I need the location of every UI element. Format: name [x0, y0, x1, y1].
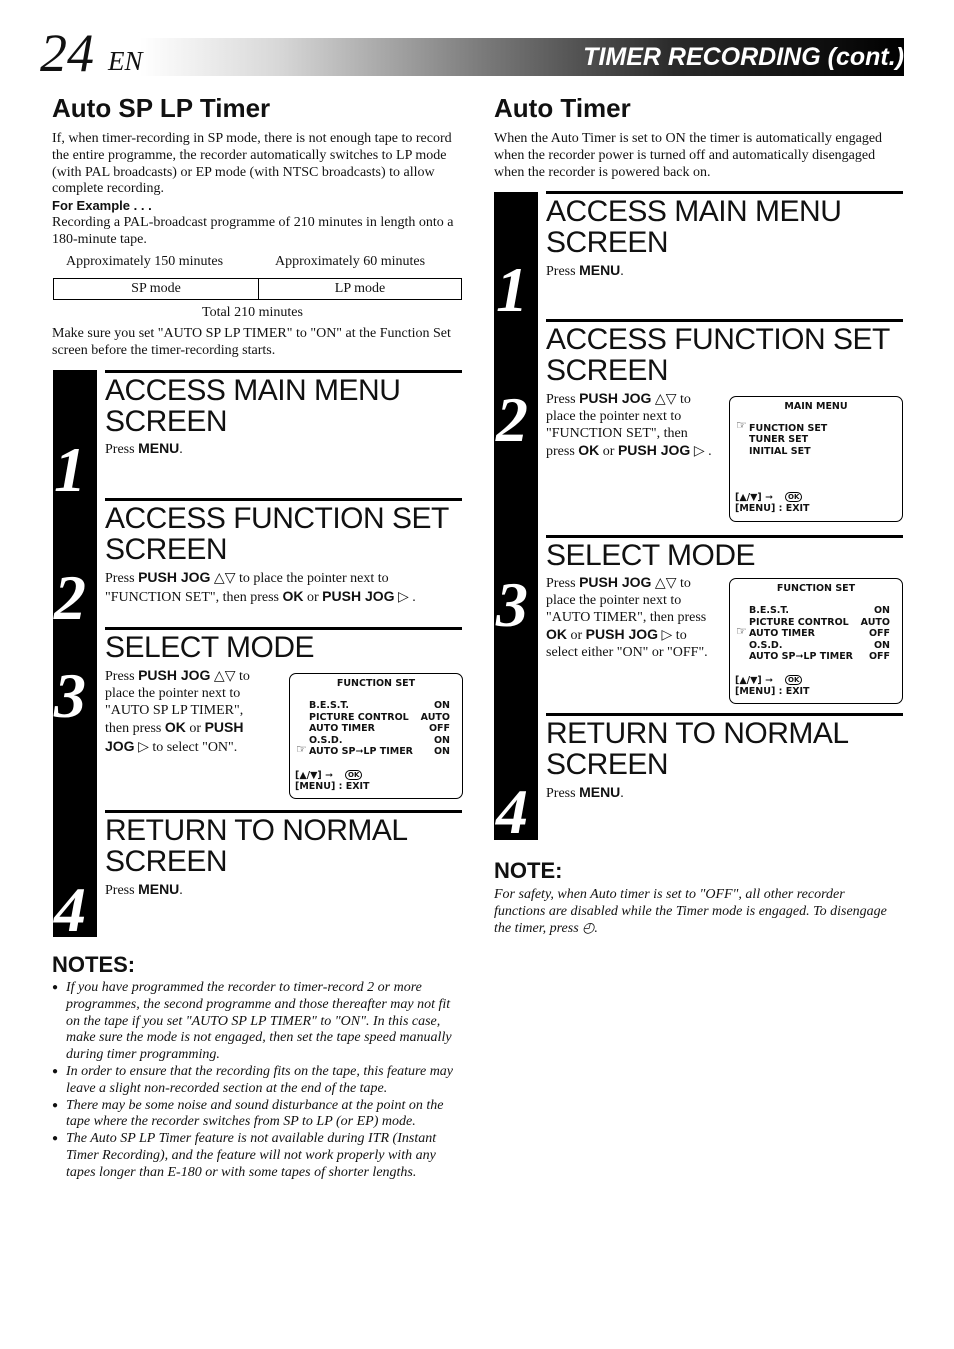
- right-step-2-number: 2: [496, 384, 528, 455]
- osd-row-value: ON: [433, 700, 450, 711]
- left-step-1-title: ACCESS MAIN MENU SCREEN: [105, 374, 401, 438]
- right-step-3-number: 3: [496, 569, 528, 640]
- osd-nav-hint: [▲/▼] ➞: [295, 770, 334, 781]
- left-function-set-screen: [289, 673, 463, 799]
- total-minutes: Total 210 minutes: [202, 305, 303, 320]
- osd-row-value: OFF: [428, 723, 450, 734]
- osd-nav-hint: [▲/▼] ➞: [735, 492, 774, 503]
- list-item: ● The Auto SP LP Timer feature is not available during ITR (Instant Timer Recording), and the feature will not work properly with any tapes longer than E-180 or with some tapes of shorter lengths.: [52, 1131, 462, 1181]
- example-text: Recording a PAL-broadcast programme of 210 minutes in length onto a 180-minute tape.: [52, 215, 454, 247]
- list-item: ● In order to ensure that the recording fits on the tape, this feature may leave a slight non-recorded section at the end of the tape.: [52, 1064, 462, 1098]
- left-step-2-text: Press PUSH JOG △▽ to place the pointer next to "FUNCTION SET", then press OK or PUSH JOG ▷ .: [105, 569, 416, 605]
- osd-row-label: B.E.S.T.: [309, 700, 350, 711]
- table-cell-sp: SP mode: [54, 279, 259, 300]
- ok-button-icon: OK: [785, 492, 802, 502]
- right-step-2-rule: [546, 319, 903, 322]
- osd-exit-hint: [MENU] : EXIT: [735, 686, 810, 697]
- osd-row-value: ON: [873, 605, 890, 616]
- left-step-3-number: 3: [54, 660, 86, 731]
- osd-title: FUNCTION SET: [336, 678, 416, 689]
- ok-button-icon: OK: [785, 675, 802, 685]
- osd-row-value: ON: [433, 735, 450, 746]
- right-step-1-number: 1: [496, 254, 528, 325]
- make-sure-text: Make sure you set "AUTO SP LP TIMER" to "ON" at the Function Set screen before the timer-recording starts.: [52, 326, 451, 358]
- osd-title: MAIN MENU: [784, 401, 848, 412]
- osd-exit-hint: [MENU] : EXIT: [295, 781, 370, 792]
- right-step-4-number: 4: [496, 776, 528, 847]
- right-step-4-text: Press MENU.: [546, 784, 624, 801]
- right-intro: When the Auto Timer is set to ON the timer is automatically engaged when the recorder power is turned off and automatically disengaged when the recorder is powered back on.: [494, 131, 883, 180]
- osd-menu-item: FUNCTION SET: [749, 423, 828, 434]
- right-function-set-screen: [729, 578, 903, 704]
- pointer-hand-icon: ☞: [736, 624, 747, 638]
- note-title: NOTE:: [494, 858, 563, 883]
- left-step-4-title: RETURN TO NORMAL SCREEN: [105, 814, 407, 878]
- table-cell-lp: LP mode: [259, 279, 462, 300]
- osd-row-label: AUTO TIMER: [309, 723, 375, 734]
- left-step-2-title: ACCESS FUNCTION SET SCREEN: [105, 502, 449, 566]
- right-step-1-rule: [546, 191, 903, 194]
- osd-exit-hint: [MENU] : EXIT: [735, 503, 810, 514]
- approx-lp: Approximately 60 minutes: [275, 254, 426, 269]
- osd-nav-hint: [▲/▼] ➞: [735, 675, 774, 686]
- left-step-4-text: Press MENU.: [105, 881, 183, 898]
- page-number: 24: [40, 23, 94, 83]
- note-text: For safety, when Auto timer is set to "OFF", all other recorder functions are disabled while the Timer mode is engaged. To disengage the timer, press ◴.: [494, 887, 887, 936]
- left-step-3-title: SELECT MODE: [105, 631, 314, 664]
- right-step-3-text: Press PUSH JOG △▽ to place the pointer next to "AUTO TIMER", then press OK or PUSH JOG ▷ to select either "ON" or "OFF".: [546, 574, 708, 661]
- right-step-1-text: Press MENU.: [546, 262, 624, 279]
- left-step-3-text: Press PUSH JOG △▽ to place the pointer next to "AUTO SP LP TIMER", then press OK or PUSH JOG ▷ to select "ON".: [105, 667, 250, 756]
- ok-button-icon: OK: [345, 770, 362, 780]
- osd-row-value: AUTO: [860, 617, 890, 628]
- right-step-1-title: ACCESS MAIN MENU SCREEN: [546, 195, 842, 259]
- osd-row-value: AUTO: [420, 712, 450, 723]
- right-step-4-rule: [546, 713, 903, 716]
- header-title: TIMER RECORDING (cont.): [583, 43, 904, 71]
- osd-row-label: O.S.D.: [309, 735, 343, 746]
- osd-row-label: AUTO TIMER: [749, 628, 815, 639]
- right-step-3-title: SELECT MODE: [546, 539, 755, 572]
- left-step-2-rule: [105, 498, 462, 501]
- left-step-3-rule: [105, 627, 462, 630]
- osd-row-value: OFF: [868, 628, 890, 639]
- right-step-2-title: ACCESS FUNCTION SET SCREEN: [546, 323, 890, 387]
- right-step-3-rule: [546, 535, 903, 538]
- notes-list: [52, 980, 462, 1182]
- right-section-title: Auto Timer: [494, 93, 631, 123]
- list-item: ● If you have programmed the recorder to timer-record 2 or more programmes, the second programme and those thereafter may not fit on the tape if you set "AUTO SP LP TIMER" to "ON". In this case, make sure the mode is not engaged, then set the tape speed manually during timer programming.: [52, 980, 462, 1064]
- language-label: EN: [108, 46, 143, 76]
- right-step-2-text: Press PUSH JOG △▽ to place the pointer next to "FUNCTION SET", then press OK or PUSH JOG ▷ .: [546, 390, 712, 460]
- left-step-2-number: 2: [54, 562, 86, 633]
- left-step-4-number: 4: [54, 874, 86, 945]
- osd-row-value: ON: [433, 746, 450, 757]
- pointer-hand-icon: ☞: [296, 742, 307, 756]
- left-step-1-number: 1: [54, 434, 86, 505]
- approx-sp: Approximately 150 minutes: [66, 254, 224, 269]
- osd-title: FUNCTION SET: [776, 583, 856, 594]
- osd-row-label: AUTO SP➞LP TIMER: [309, 746, 413, 757]
- osd-row-label: PICTURE CONTROL: [749, 617, 849, 628]
- osd-row-label: PICTURE CONTROL: [309, 712, 409, 723]
- osd-row-value: ON: [873, 640, 890, 651]
- osd-row-label: O.S.D.: [749, 640, 783, 651]
- list-item: ● There may be some noise and sound disturbance at the point on the tape where the recorder switches from SP to LP (or EP) mode.: [52, 1098, 462, 1132]
- osd-row-value: OFF: [868, 651, 890, 662]
- left-step-4-rule: [105, 810, 462, 813]
- example-label: For Example . . .: [52, 198, 152, 213]
- sp-lp-table: [53, 278, 462, 300]
- notes-title: NOTES:: [52, 952, 136, 977]
- main-menu-screen: [729, 396, 903, 522]
- left-section-title: Auto SP LP Timer: [52, 93, 271, 123]
- left-step-1-text: Press MENU.: [105, 440, 183, 457]
- right-step-4-title: RETURN TO NORMAL SCREEN: [546, 717, 848, 781]
- osd-row-label: B.E.S.T.: [749, 605, 790, 616]
- osd-row-label: AUTO SP➞LP TIMER: [749, 651, 853, 662]
- pointer-hand-icon: ☞: [736, 418, 747, 432]
- osd-menu-item: TUNER SET: [749, 434, 809, 445]
- left-step-1-rule: [105, 370, 462, 373]
- left-intro: If, when timer-recording in SP mode, there is not enough tape to record the entire programme, the recorder automatically switches to LP mode (with PAL broadcasts) or EP mode (with NTSC broadcasts) to allow complete recording.: [52, 131, 452, 197]
- osd-menu-item: INITIAL SET: [749, 446, 811, 457]
